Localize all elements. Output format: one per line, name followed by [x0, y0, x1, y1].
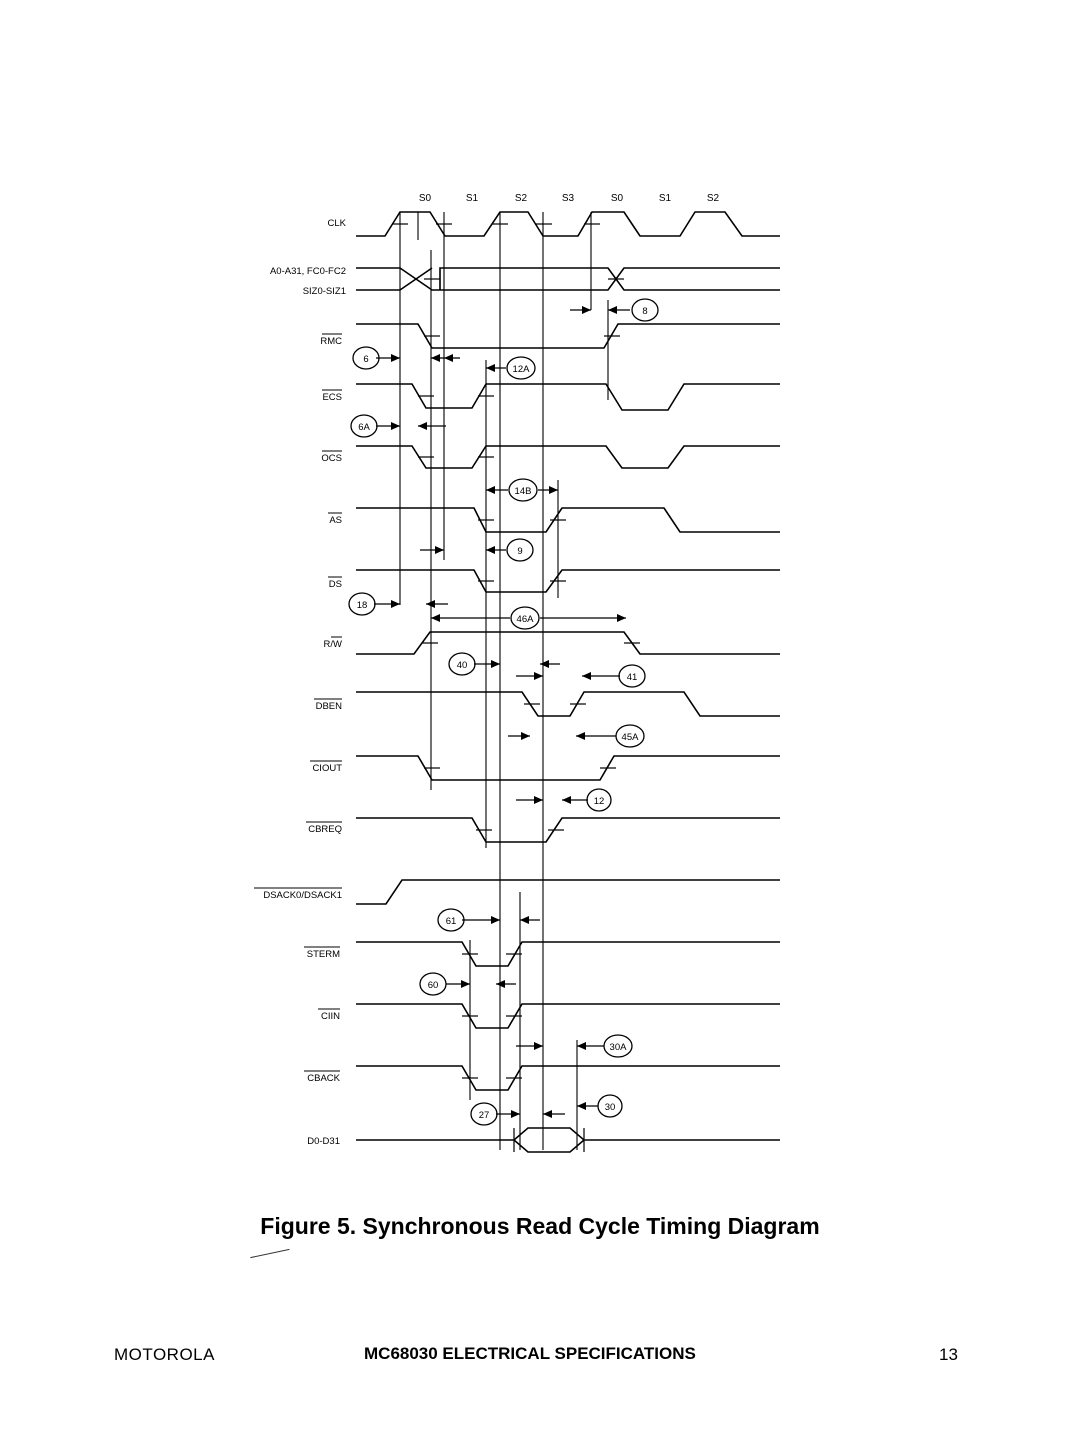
signal-label-dsack: DSACK0/DSACK1 — [263, 890, 342, 901]
ecs-waveform — [356, 384, 780, 410]
sterm-waveform — [356, 942, 780, 966]
page-number: 13 — [939, 1345, 958, 1364]
param-6a: 6A — [358, 422, 370, 433]
clk-waveform — [356, 212, 780, 236]
footer-brand: MOTOROLA — [114, 1345, 215, 1364]
rw-waveform — [356, 632, 780, 654]
param-27: 27 — [478, 1110, 490, 1121]
arrowheads — [391, 306, 626, 1118]
param-12a: 12A — [512, 364, 530, 375]
timing-arrows — [374, 310, 630, 1114]
signal-label-data: D0-D31 — [307, 1136, 340, 1147]
signal-labels — [263, 218, 346, 1147]
reference-lines — [400, 212, 608, 1150]
callout-circles — [349, 299, 658, 1125]
data-bus-waveform — [356, 1128, 780, 1152]
signal-label-ciin: CIIN — [321, 1011, 340, 1022]
param-61: 61 — [445, 916, 457, 927]
param-45a: 45A — [621, 732, 639, 743]
ciin-waveform — [356, 1004, 780, 1028]
state-label: S0 — [610, 193, 624, 204]
param-14b: 14B — [514, 486, 532, 497]
signal-label-rmc: RMC — [320, 336, 342, 347]
param-46a: 46A — [516, 614, 534, 625]
signal-label-ecs: ECS — [322, 392, 342, 403]
param-12: 12 — [593, 796, 605, 807]
addr-bus-waveform — [356, 268, 780, 290]
state-label: S1 — [465, 193, 479, 204]
rmc-waveform — [356, 324, 780, 348]
pen-mark — [250, 1249, 290, 1259]
param-6: 6 — [363, 354, 369, 365]
param-41: 41 — [626, 672, 638, 683]
param-30: 30 — [604, 1102, 616, 1113]
figure-caption: Figure 5. Synchronous Read Cycle Timing Diagram — [260, 1213, 820, 1239]
ds-waveform — [356, 570, 780, 592]
signal-label-clk: CLK — [327, 218, 346, 229]
param-8: 8 — [642, 306, 648, 317]
state-label: S3 — [561, 193, 575, 204]
signal-label-dben: DBEN — [315, 701, 342, 712]
signal-label-rw: R/W — [323, 639, 342, 650]
state-label: S2 — [706, 193, 720, 204]
signal-label-ciout: CIOUT — [312, 763, 342, 774]
param-30a: 30A — [609, 1042, 627, 1053]
param-60: 60 — [427, 980, 439, 991]
param-18: 18 — [356, 600, 368, 611]
footer-title: MC68030 ELECTRICAL SPECIFICATIONS — [364, 1344, 696, 1363]
dsack-waveform — [356, 880, 780, 904]
signal-label-cback: CBACK — [307, 1073, 340, 1084]
signal-label-addr: A0-A31, FC0-FC2 — [269, 266, 346, 277]
signal-label-ds: DS — [328, 579, 342, 590]
cbreq-waveform — [356, 818, 780, 842]
state-labels — [419, 193, 720, 204]
cback-waveform — [356, 1066, 780, 1090]
signal-label-sterm: STERM — [306, 949, 340, 960]
dben-waveform — [356, 692, 780, 716]
param-40: 40 — [456, 660, 468, 671]
ciout-waveform — [356, 756, 780, 780]
state-label: S1 — [658, 193, 672, 204]
as-waveform — [356, 508, 780, 532]
state-label: S2 — [514, 193, 528, 204]
signal-label-ocs: OCS — [321, 453, 342, 464]
state-label: S0 — [418, 193, 432, 204]
signal-label-cbreq: CBREQ — [308, 824, 342, 835]
param-9: 9 — [517, 546, 523, 557]
signal-label-siz: SIZ0-SIZ1 — [302, 286, 346, 297]
signal-label-as: AS — [329, 515, 342, 526]
